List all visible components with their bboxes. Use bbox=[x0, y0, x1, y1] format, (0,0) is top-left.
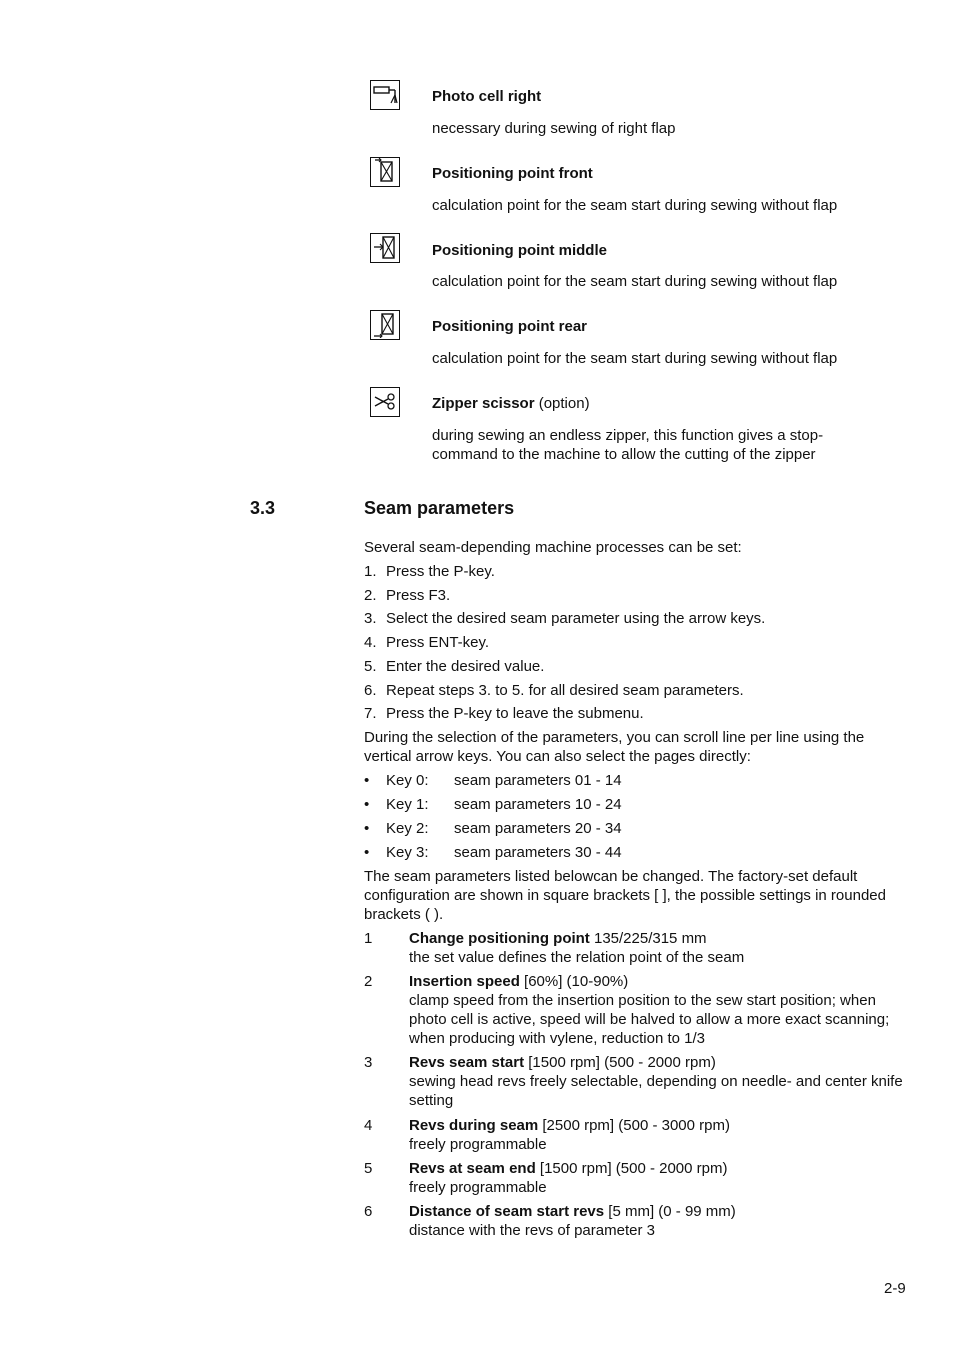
function-desc-zipper-scissor: during sewing an endless zipper, this function gives a stop-command to the machine to allow the cutting of the zipper bbox=[432, 427, 824, 463]
step-item: 4. Press ENT-key. bbox=[364, 634, 490, 651]
section-title: Seam parameters bbox=[364, 498, 515, 518]
function-desc-photo-cell-right: necessary during sewing of right flap bbox=[432, 120, 676, 137]
zipper-scissor-icon bbox=[370, 387, 400, 417]
positioning-point-rear-icon bbox=[370, 310, 400, 340]
parameter-item: Insertion speed [60%] (10-90%) clamp speed from the insertion position to the sew start position; when photo cell is active, speed will be halved to allow a more exact scanning; when producing with vylene, reduction to 1/3 bbox=[409, 973, 890, 1047]
parameter-number: 3 bbox=[364, 1054, 373, 1071]
page-number: 2-9 bbox=[884, 1280, 906, 1297]
function-title-positioning-point-rear: Positioning point rear bbox=[432, 318, 588, 335]
parameter-number: 1 bbox=[364, 930, 373, 947]
step-item: 1. Press the P-key. bbox=[364, 563, 495, 580]
parameter-item: Revs at seam end [1500 rpm] (500 - 2000 rpm) freely programmable bbox=[409, 1160, 728, 1196]
step-item: 7. Press the P-key to leave the submenu. bbox=[364, 705, 644, 722]
parameter-item: Distance of seam start revs [5 mm] (0 - 99 mm) distance with the revs of parameter 3 bbox=[409, 1203, 736, 1239]
parameter-item: Revs during seam [2500 rpm] (500 - 3000 rpm) freely programmable bbox=[409, 1117, 730, 1153]
parameter-item: Change positioning point 135/225/315 mm the set value defines the relation point of the seam bbox=[409, 930, 745, 966]
parameter-number: 5 bbox=[364, 1160, 373, 1177]
step-item: 2. Press F3. bbox=[364, 587, 451, 604]
defaults-note: The seam parameters listed belowcan be changed. The factory-set default configuration are shown in square brackets [ ], the possible settings in rounded brackets ( ). bbox=[364, 868, 886, 923]
parameter-number: 6 bbox=[364, 1203, 373, 1220]
intro-text: Several seam-depending machine processes can be set: bbox=[364, 539, 742, 556]
positioning-point-front-icon bbox=[370, 157, 400, 187]
parameter-number: 4 bbox=[364, 1117, 373, 1134]
function-title-positioning-point-middle: Positioning point middle bbox=[432, 242, 607, 259]
parameter-item: Revs seam start [1500 rpm] (500 - 2000 rpm) sewing head revs freely selectable, depending on needle- and center knife setting bbox=[409, 1054, 903, 1109]
step-item: 3. Select the desired seam parameter using the arrow keys. bbox=[364, 610, 766, 627]
function-title-positioning-point-front: Positioning point front bbox=[432, 165, 593, 182]
section-number: 3.3 bbox=[250, 498, 276, 518]
positioning-point-middle-icon bbox=[370, 233, 400, 263]
parameter-number: 2 bbox=[364, 973, 373, 990]
function-desc-positioning-point-rear: calculation point for the seam start during sewing without flap bbox=[432, 350, 838, 367]
function-desc-positioning-point-middle: calculation point for the seam start during sewing without flap bbox=[432, 273, 838, 290]
step-item: 5. Enter the desired value. bbox=[364, 658, 545, 675]
step-item: 6. Repeat steps 3. to 5. for all desired seam parameters. bbox=[364, 682, 744, 699]
function-title-zipper-scissor: Zipper scissor (option) bbox=[432, 395, 590, 412]
scroll-note: During the selection of the parameters, you can scroll line per line using the vertical arrow keys. You can also select the pages directly: bbox=[364, 729, 865, 765]
photo-cell-right-icon bbox=[370, 80, 400, 110]
function-desc-positioning-point-front: calculation point for the seam start during sewing without flap bbox=[432, 197, 838, 214]
function-title-photo-cell-right: Photo cell right bbox=[432, 88, 542, 105]
